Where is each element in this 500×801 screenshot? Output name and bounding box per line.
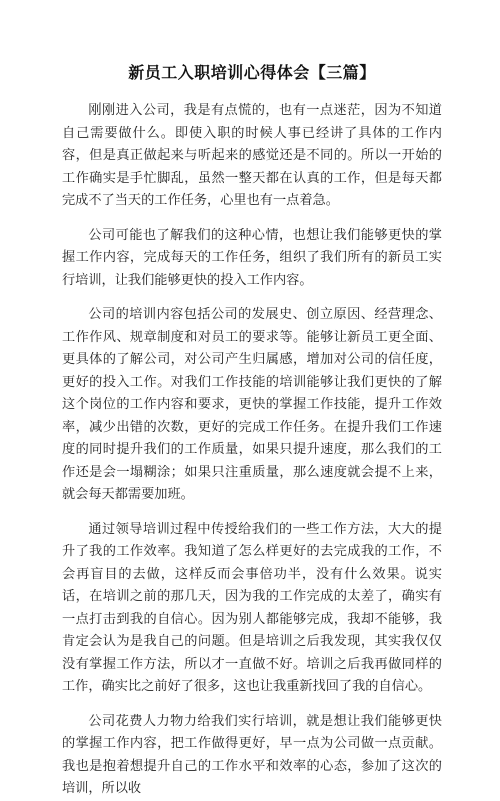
body-paragraph-5: 公司花费人力物力给我们实行培训，就是想让我们能够更快的掌握工作内容，把工作做得更好，早一点为公司做一点贡献。我也是抱着想提升自己的工作水平和效率的心态，参加了这次的培训，所以收	[62, 713, 442, 796]
body-paragraph-2: 公司可能也了解我们的这种心情，也想让我们能够更快的掌握工作内容，完成每天的工作任务，组织了我们所有的新员工实行培训，让我们能够更快的投入工作内容。	[62, 227, 442, 288]
body-paragraph-1: 刚刚进入公司，我是有点慌的，也有一点迷茫，因为不知道自己需要做什么。即使入职的时候人事已经讲了具体的工作内容，但是真正做起来与听起来的感觉还是不同的。所以一开始的工作确实是手忙脚乱，虽然一整天都在认真的工作，但是每天都完成不了当天的工作任务，心里也有一点着急。	[62, 103, 442, 208]
document-title: 新员工入职培训心得体会【三篇】	[128, 63, 376, 82]
body-paragraph-4: 通过领导培训过程中传授给我们的一些工作方法，大大的提升了我的工作效率。我知道了怎么样更好的去完成我的工作，不会再盲目的去做，这样反而会事倍功半，没有什么效果。说实话，在培训之前的那几天，因为我的工作完成的太差了，确实有一点打击到我的自信心。因为别人都能够完成，我却不能够，我肯定会认为是我自己的问题。但是培训之后我发现，其实我仅仅没有掌握工作方法，所以才一直做不好。培训之后我再做同样的工作，确实比之前好了很多，这也让我重新找回了我的自信心。	[62, 521, 442, 694]
body-paragraph-3: 公司的培训内容包括公司的发展史、创立原因、经营理念、工作作风、规章制度和对员工的要求等。能够让新员工更全面、更具体的了解公司，对公司产生归属感，增加对公司的信任度，更好的投入工作。对我们工作技能的培训能够让我们更快的了解这个岗位的工作内容和要求，更快的掌握工作技能，提升工作效率，减少出错的次数，更好的完成工作任务。在提升我们工作速度的同时提升我们的工作质量，如果只提升速度，那么我们的工作还是会一塌糊涂；如果只注重质量，那么速度就会提不上来，就会每天都需要加班。	[62, 307, 442, 502]
